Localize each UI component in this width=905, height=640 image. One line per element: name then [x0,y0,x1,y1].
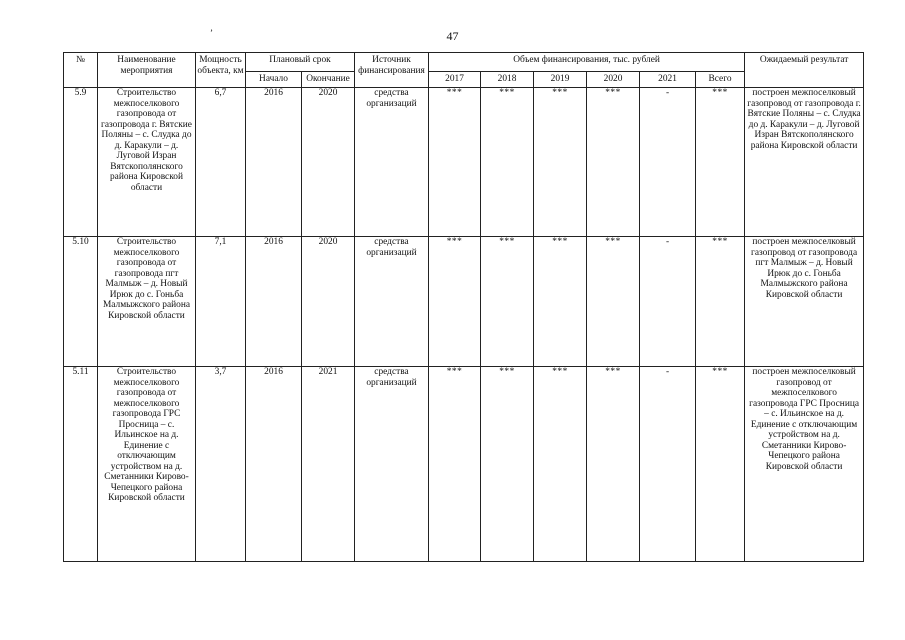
header-year-2017: 2017 [429,72,481,88]
row-num: 5.10 [64,237,98,367]
row-total: *** [696,237,745,367]
header-result: Ожидаемый результат [745,53,864,88]
row-num: 5.9 [64,88,98,237]
row-total: *** [696,367,745,562]
header-funding: Объем финансирования, тыс. рублей [429,53,745,72]
row-funding-2018: *** [481,237,534,367]
row-funding-2021: - [640,237,696,367]
row-result: построен межпоселковый газопровод от межпоселкового газопровода ГРС Просница – с. Ильинское на д. Единение с отключающим устройством на д. Сметанники Кирово-Чепецкого района Кировской области [745,367,864,562]
page-number: 47 [446,29,459,43]
row-funding-2019: *** [534,237,587,367]
row-name: Строительство межпоселкового газопровода от межпоселкового газопровода ГРС Просница – с. Ильинское на д. Единение с отключающим устройством на д. Сметанники Кирово-Чепецкого района Кировской области [98,367,196,562]
row-capacity: 7,1 [196,237,246,367]
row-funding-2017: *** [429,367,481,562]
row-end: 2021 [302,367,355,562]
row-funding-2020: *** [587,367,640,562]
header-start: Начало [246,72,302,88]
header-row-1 [64,53,864,72]
row-result: построен межпоселковый газопровод от газопровода г. Вятские Поляны – с. Слудка до д. Каракули – д. Луговой Изран Вятскополянского района Кировской области [745,88,864,237]
row-funding-2019: *** [534,88,587,237]
header-name: Наименование мероприятия [98,53,196,88]
header-end: Окончание [302,72,355,88]
header-year-2018: 2018 [481,72,534,88]
row-funding-2017: *** [429,88,481,237]
header-year-2020: 2020 [587,72,640,88]
header-capacity: Мощность объекта, км [196,53,246,88]
row-funding-2020: *** [587,237,640,367]
header-year-2021: 2021 [640,72,696,88]
table-row [64,88,864,237]
table-row [64,367,864,562]
row-funding-2019: *** [534,367,587,562]
row-end: 2020 [302,237,355,367]
row-result: построен межпоселковый газопровод от газопровода пгт Малмыж – д. Новый Ирюк до с. Гоньба Малмыжского района Кировской области [745,237,864,367]
row-funding-2018: *** [481,367,534,562]
row-funding-2021: - [640,367,696,562]
row-source: средства организаций [355,367,429,562]
row-source: средства организаций [355,88,429,237]
row-start: 2016 [246,88,302,237]
row-source: средства организаций [355,237,429,367]
row-capacity: 3,7 [196,367,246,562]
row-start: 2016 [246,237,302,367]
table-row [64,237,864,367]
row-start: 2016 [246,367,302,562]
row-funding-2018: *** [481,88,534,237]
funding-table [63,52,864,562]
header-year-2019: 2019 [534,72,587,88]
row-funding-2021: - [640,88,696,237]
row-name: Строительство межпоселкового газопровода от газопровода г. Вятские Поляны – с. Слудка до д. Каракули – д. Луговой Изран Вятскополянского района Кировской области [98,88,196,237]
row-num: 5.11 [64,367,98,562]
header-total: Всего [696,72,745,88]
row-end: 2020 [302,88,355,237]
header-num: № [64,53,98,88]
scan-mark: ʼ [210,28,213,38]
row-funding-2020: *** [587,88,640,237]
row-funding-2017: *** [429,237,481,367]
row-total: *** [696,88,745,237]
header-schedule: Плановый срок [246,53,355,72]
header-source: Источник финансирования [355,53,429,88]
row-capacity: 6,7 [196,88,246,237]
row-name: Строительство межпоселкового газопровода от газопровода пгт Малмыж – д. Новый Ирюк до с. Гоньба Малмыжского района Кировской области [98,237,196,367]
